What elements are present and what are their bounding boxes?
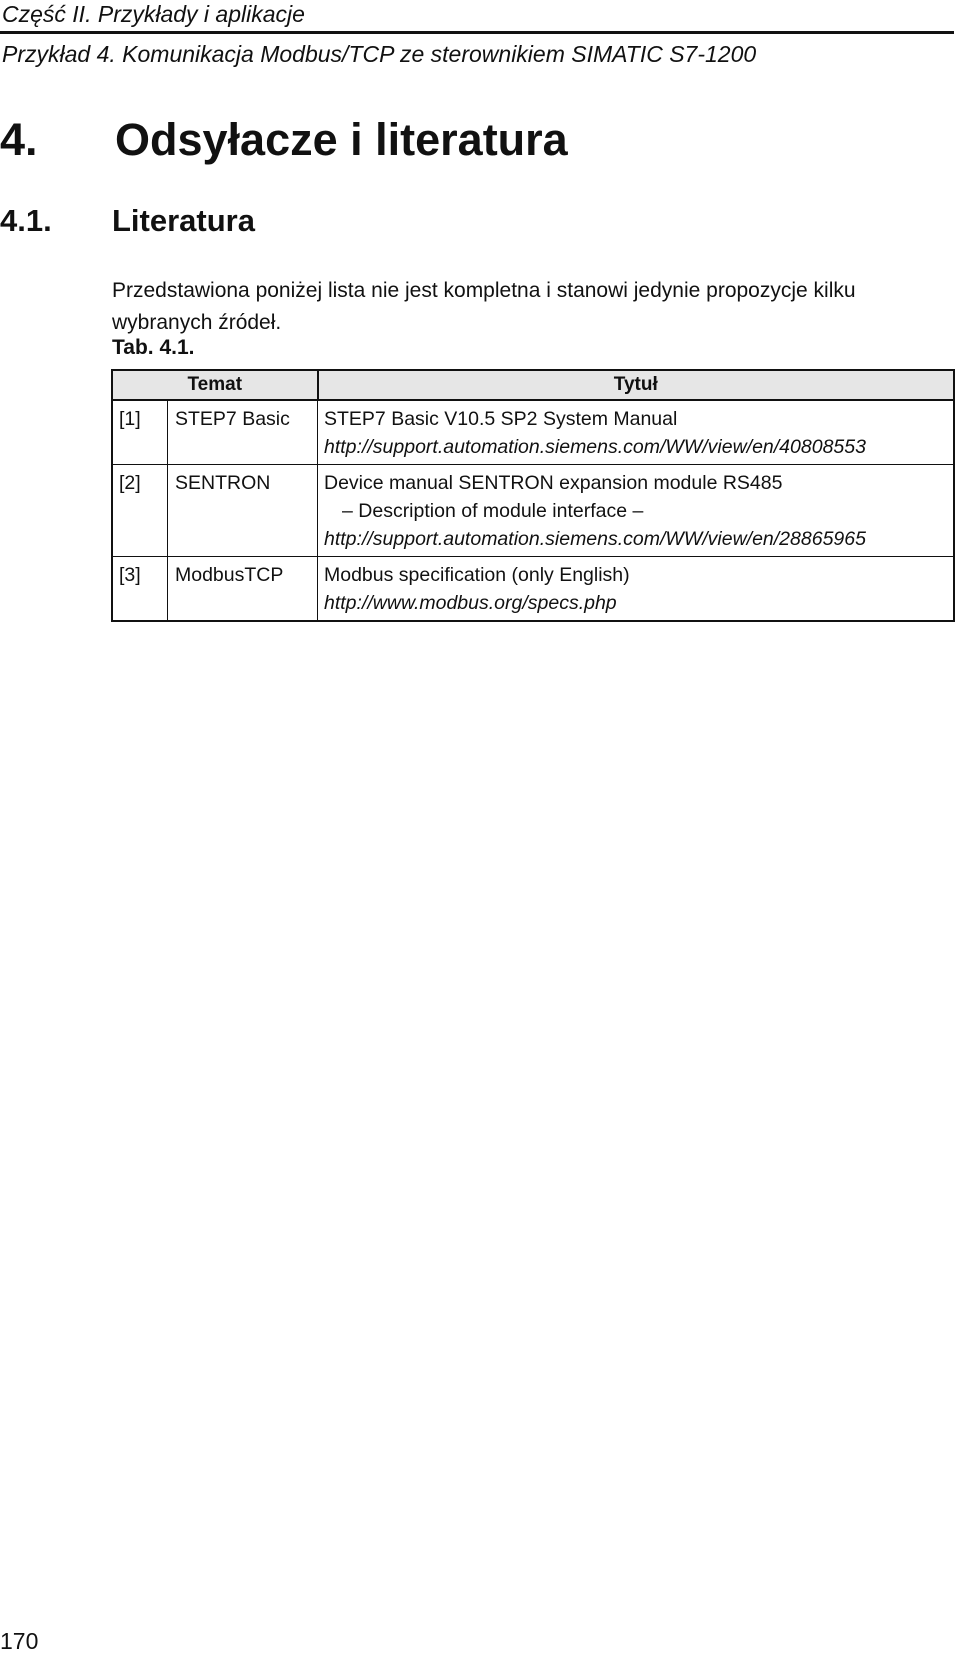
ref-url: http://www.modbus.org/specs.php [324,592,617,614]
section-title: Odsyłacze i literatura [115,114,568,165]
table-row [112,465,954,557]
ref-title-line: Device manual SENTRON expansion module RS485 [324,472,783,494]
ref-topic: ModbusTCP [168,557,318,622]
ref-url: http://support.automation.siemens.com/WW/view/en/28865965 [324,528,866,550]
ref-title-line: Modbus specification (only English) [324,564,630,586]
intro-paragraph: Przedstawiona poniżej lista nie jest kompletna i stanowi jedynie propozycje kilku wybranych źródeł. [112,279,856,334]
ref-topic: SENTRON [168,465,318,557]
page-number: 170 [0,1628,39,1654]
ref-number: [2] [112,465,168,557]
header-topic: Temat [112,370,318,400]
part-title: Część II. Przykłady i aplikacje [2,1,305,27]
ref-number: [1] [112,400,168,465]
references-table [111,369,955,622]
ref-title-cell [318,465,955,557]
subsection-heading [0,201,255,241]
header-rule [0,31,954,34]
table-header-row [112,370,954,400]
table-caption: Tab. 4.1. [112,336,195,359]
subsection-title: Literatura [112,203,255,238]
ref-title-cell [318,557,955,622]
header-title: Tytuł [318,370,955,400]
ref-number: [3] [112,557,168,622]
ref-topic: STEP7 Basic [168,400,318,465]
chapter-title: Przykład 4. Komunikacja Modbus/TCP ze sterownikiem SIMATIC S7-1200 [2,41,757,67]
ref-title-cell [318,400,955,465]
table-row [112,400,954,465]
table-row [112,557,954,622]
section-heading [0,110,568,170]
ref-title-line: – Description of module interface – [342,500,644,522]
ref-title-line: STEP7 Basic V10.5 SP2 System Manual [324,408,678,430]
section-number: 4. [0,114,38,165]
ref-url: http://support.automation.siemens.com/WW/view/en/40808553 [324,436,866,458]
subsection-number: 4.1. [0,203,52,238]
